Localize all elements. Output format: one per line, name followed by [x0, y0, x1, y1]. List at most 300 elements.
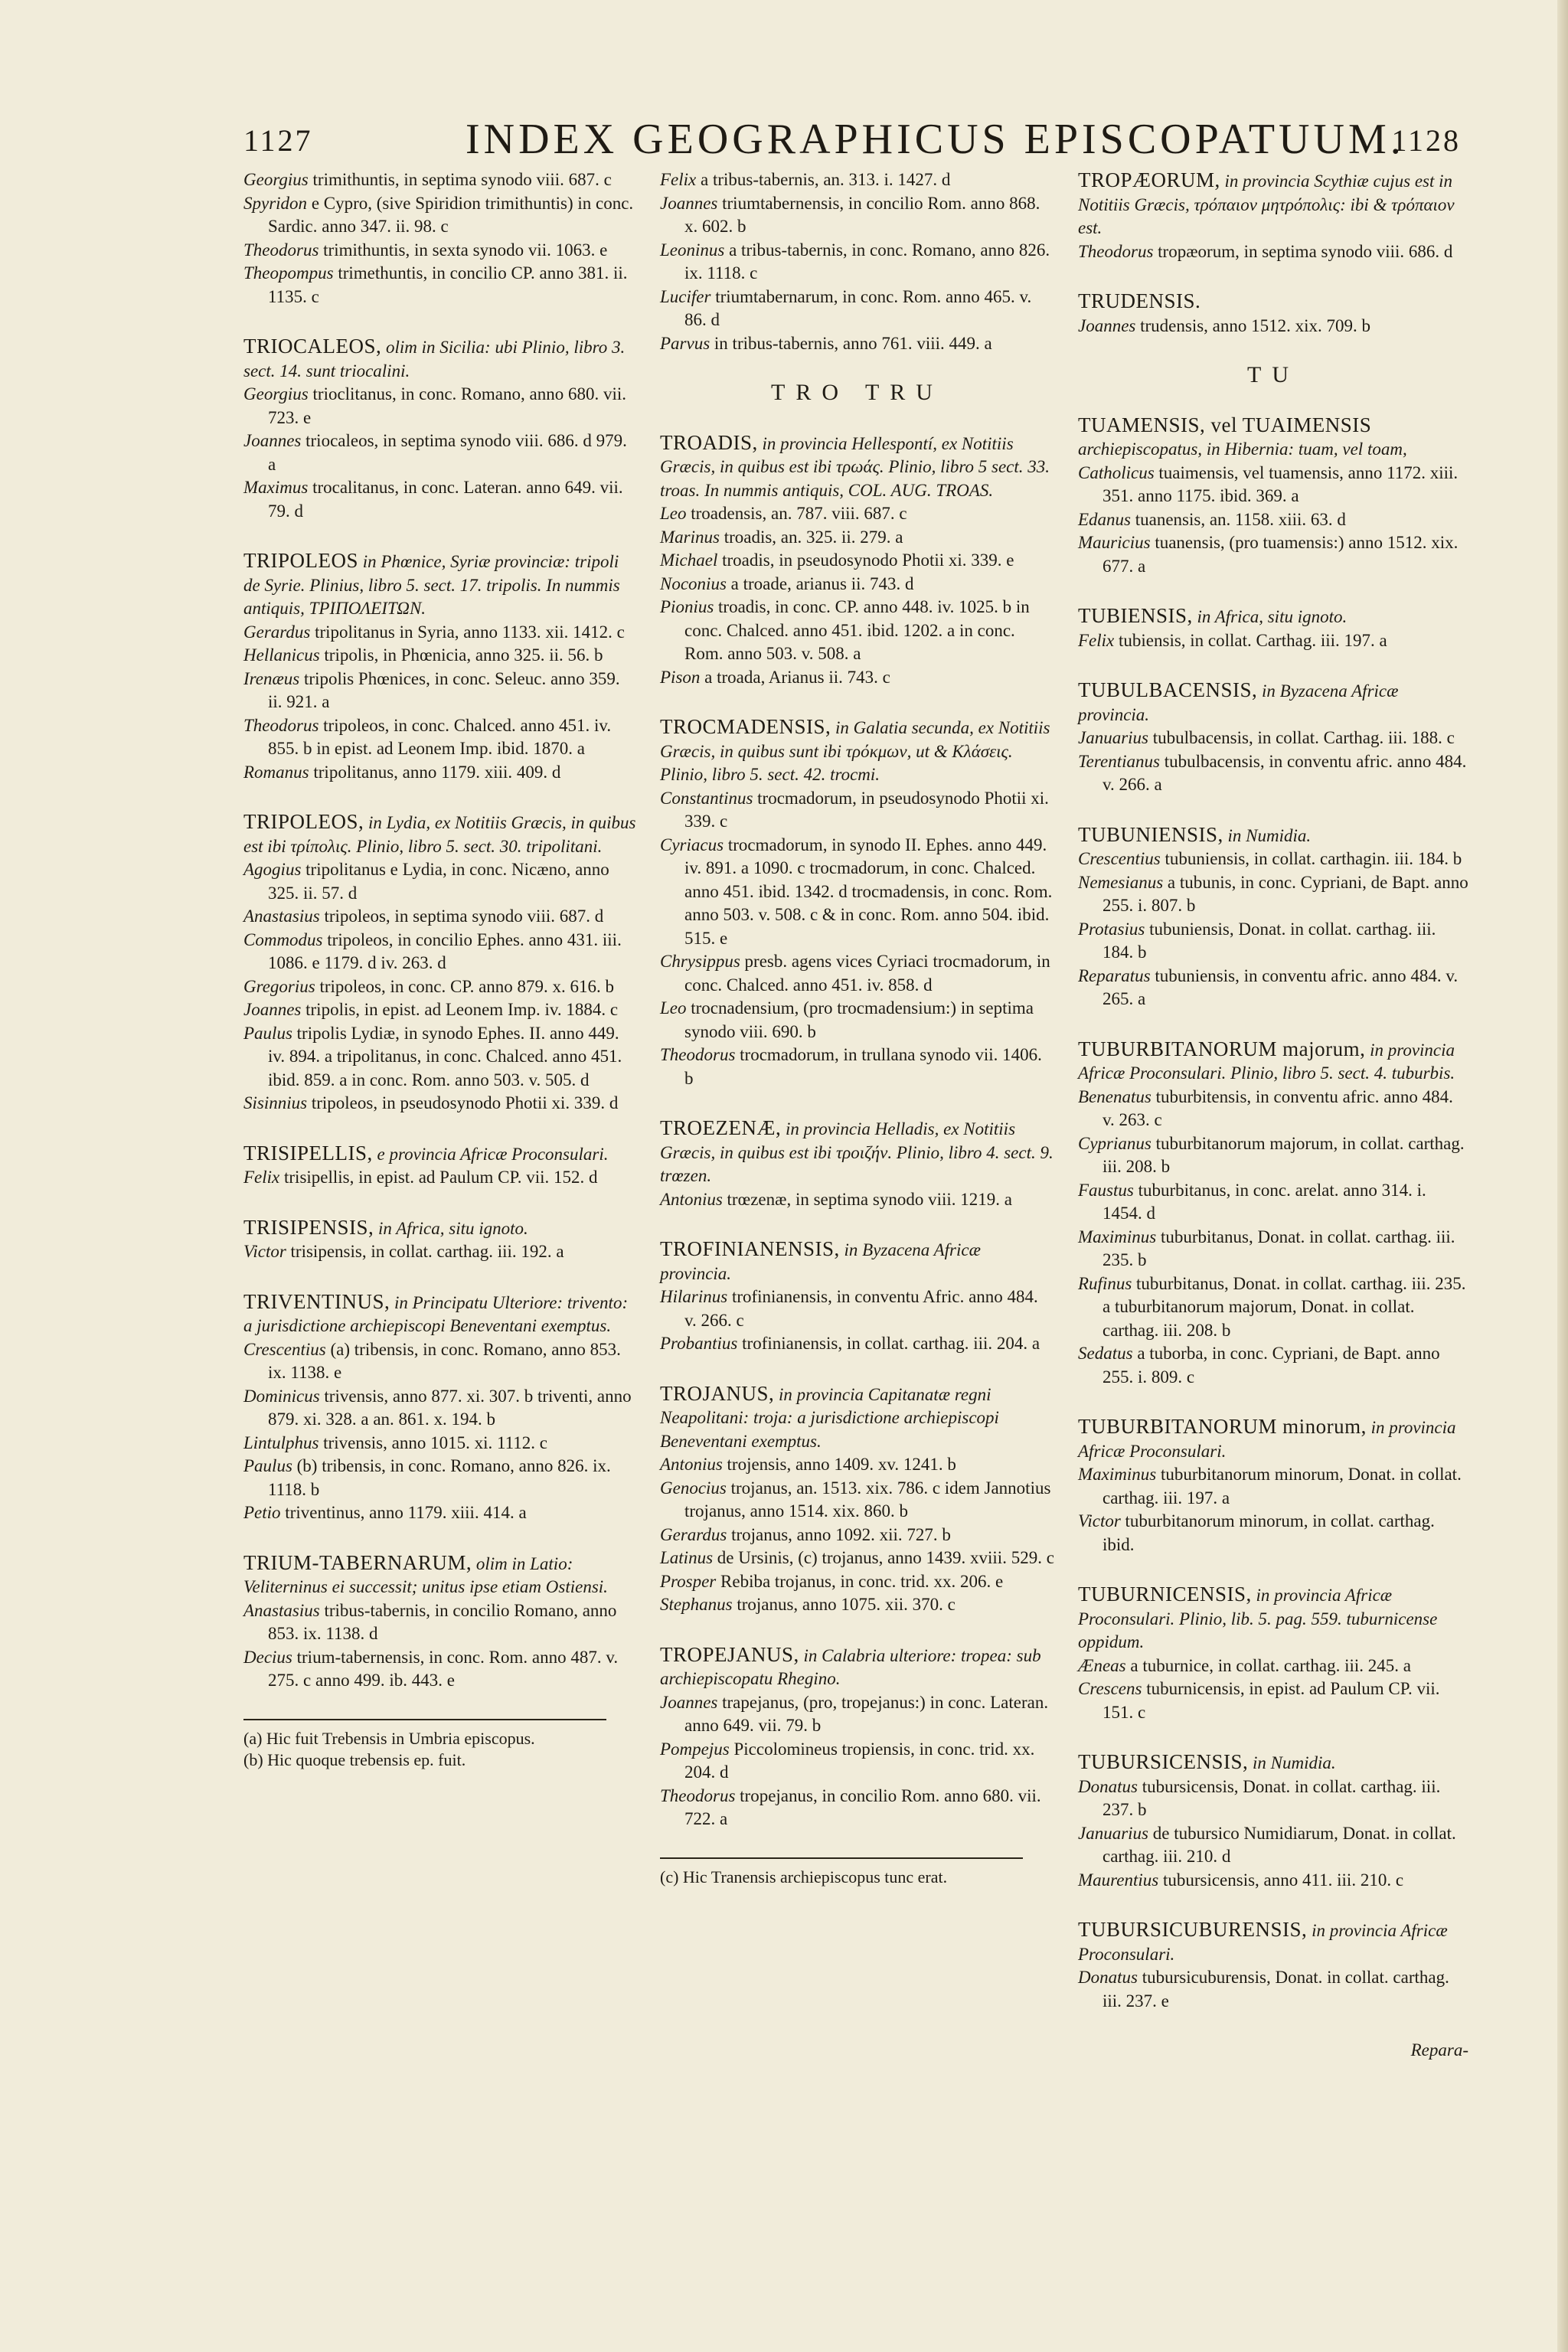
bishop-name: Antonius: [660, 1189, 723, 1209]
citation-text: tropæorum, in septima synodo viii. 686. d: [1158, 241, 1453, 261]
bishop-name: Gerardus: [660, 1524, 727, 1544]
index-entry: [1078, 1415, 1468, 1557]
bishop-name: Benenatus: [1078, 1086, 1152, 1106]
bishop-citation: [660, 1593, 1054, 1617]
entry-heading: [243, 335, 638, 383]
citation-text: tuanensis, an. 1158. xiii. 63. d: [1135, 509, 1346, 529]
bishop-citation: [660, 596, 1054, 666]
entry-description: in Africa, situ ignoto.: [378, 1218, 528, 1238]
bishop-citation: [1078, 508, 1468, 532]
catchword: Repara-: [1410, 2040, 1468, 2060]
entry-heading: [660, 431, 1054, 503]
index-entry: [1078, 604, 1468, 652]
bishop-name: Parvus: [660, 333, 710, 353]
bishop-citation: [1078, 965, 1468, 1011]
entry-description: in provincia Capitanatæ regni Neapolitani: troja: a jurisdictione archiepiscopi Beneventani exemptus.: [660, 1384, 999, 1451]
citation-text: trimithuntis, in sexta synodo vii. 1063. e: [323, 240, 608, 260]
entry-heading: [1078, 168, 1468, 240]
bishop-name: Crescentius: [243, 1339, 326, 1359]
bishop-name: Gregorius: [243, 976, 315, 996]
index-entry: [243, 810, 638, 1116]
bishop-citation: [660, 1691, 1054, 1738]
bishop-name: Spyridon: [243, 193, 308, 213]
entry-description: in Phœnice, Syriæ provinciæ: tripoli de Syrie. Plinius, libro 5. sect. 17. tripolis. In nummis antiquis, ΤΡΙΠΟΛΕΙΤΩΝ.: [243, 552, 620, 618]
citation-text: trocmadorum, in pseudosynodo Photii xi. 339. c: [684, 788, 1049, 831]
bishop-name: Joannes: [1078, 315, 1136, 335]
citation-text: trojensis, anno 1409. xv. 1241. b: [727, 1455, 956, 1474]
citation-text: trivensis, anno 1015. xi. 1112. c: [323, 1432, 547, 1452]
entry-headword: TUBURSICENSIS,: [1078, 1750, 1249, 1773]
entry-headword: TRIUM-TABERNARUM,: [243, 1550, 472, 1574]
bishop-name: Felix: [1078, 630, 1115, 650]
bishop-citation: [243, 1240, 638, 1264]
index-entry: [660, 1237, 1054, 1356]
citation-text: trisipensis, in collat. carthag. iii. 192. a: [290, 1242, 564, 1261]
entry-description: e provincia Africæ Proconsulari.: [377, 1144, 609, 1164]
bishop-name: Victor: [1078, 1511, 1121, 1530]
citation-text: trojanus, anno 1092. xii. 727. b: [731, 1524, 951, 1544]
entry-heading: [660, 1382, 1054, 1454]
citation-text: tripoleos, in septima synodo viii. 687. d: [324, 906, 604, 926]
bishop-citation: [243, 1338, 638, 1385]
bishop-name: Sisinnius: [243, 1093, 308, 1112]
citation-text: tuburbitanorum minorum, in collat. carthag. ibid.: [1102, 1511, 1435, 1554]
entry-heading: [1078, 604, 1468, 629]
bishop-name: Theodorus: [660, 1785, 736, 1805]
entry-description: in provincia Africæ Proconsulari. Plinio, libro 5. sect. 4. tuburbis.: [1078, 1040, 1455, 1083]
bishop-name: Joannes: [243, 1000, 302, 1019]
bishop-citation: [660, 950, 1054, 997]
citation-text: tubuniensis, Donat. in collat. carthag. iii. 184. b: [1102, 919, 1436, 962]
bishop-name: Theodorus: [243, 240, 319, 260]
entry-headword: TROJANUS,: [660, 1381, 775, 1405]
entry-heading: [1078, 823, 1468, 848]
bishop-citation: [1078, 727, 1468, 750]
citation-text: tubursicuburensis, Donat. in collat. carthag. iii. 237. e: [1102, 1968, 1449, 2011]
bishop-name: Paulus: [243, 1023, 292, 1043]
bishop-name: Donatus: [1078, 1776, 1138, 1796]
bishop-citation: [243, 905, 638, 929]
bishop-name: Joannes: [660, 193, 718, 213]
citation-text: tubuniensis, in collat. carthagin. iii. 184. b: [1165, 849, 1462, 868]
bishop-citation: [660, 502, 1054, 526]
entry-heading: [243, 1216, 638, 1241]
bishop-name: Theopompus: [243, 263, 334, 283]
citation-text: a tuburnice, in collat. carthag. iii. 245. a: [1130, 1655, 1411, 1675]
bishop-citation: [243, 1022, 638, 1093]
bishop-citation: [243, 476, 638, 523]
bishop-name: Hellanicus: [243, 645, 320, 665]
bishop-citation: [243, 1455, 638, 1501]
bishop-citation: [1078, 1226, 1468, 1272]
footnote-rule: [243, 1719, 606, 1720]
entry-heading: [1078, 1415, 1468, 1463]
bishop-citation: [660, 666, 1054, 690]
entry-description: in Calabria ulteriore: tropea: sub archiepiscopatu Rhegino.: [660, 1645, 1041, 1688]
bishop-citation: [1078, 1822, 1468, 1869]
bishop-name: Latinus: [660, 1548, 714, 1567]
bishop-name: Lintulphus: [243, 1432, 319, 1452]
bishop-citation: [243, 1166, 638, 1190]
citation-text: Piccolomineus tropiensis, in conc. trid. xx. 204. d: [684, 1739, 1035, 1782]
bishop-citation: [1078, 1869, 1468, 1893]
citation-text: trofinianensis, in collat. carthag. iii. 204. a: [742, 1334, 1040, 1353]
bishop-name: Gerardus: [243, 622, 311, 642]
entry-headword: TROCMADENSIS,: [660, 715, 831, 738]
citation-text: troadis, in pseudosynodo Photii xi. 339. e: [722, 550, 1014, 570]
bishop-citation: [243, 192, 638, 239]
bishop-citation: [243, 998, 638, 1022]
bishop-citation: [1078, 462, 1468, 508]
entry-description: in Byzacena Africæ provincia.: [660, 1240, 981, 1283]
bishop-name: Maurentius: [1078, 1870, 1159, 1890]
bishop-citation: [1078, 315, 1468, 338]
citation-text: de tubursico Numidiarum, Donat. in collat. carthag. iii. 210. d: [1102, 1823, 1456, 1866]
bishop-name: Genocius: [660, 1478, 727, 1498]
entry-headword: TRIPOLEOS,: [243, 810, 364, 833]
page-edge: [1557, 0, 1568, 2352]
citation-text: (b) tribensis, in conc. Romano, anno 826. ix. 1118. b: [268, 1456, 611, 1499]
entry-heading: [660, 1116, 1054, 1188]
bishop-citation: [243, 1385, 638, 1432]
citation-text: a troade, arianus ii. 743. d: [730, 573, 914, 593]
bishop-citation: [243, 168, 638, 192]
bishop-name: Rufinus: [1078, 1273, 1132, 1293]
bishop-name: Nemesianus: [1078, 872, 1164, 892]
entry-headword: TUBURBITANORUM majorum,: [1078, 1037, 1366, 1060]
index-entry: [660, 1382, 1054, 1617]
entry-headword: TUBULBACENSIS,: [1078, 678, 1258, 701]
citation-text: tuanensis, (pro tuamensis:) anno 1512. xix. 677. a: [1102, 533, 1459, 576]
bishop-citation: [660, 168, 1054, 192]
citation-text: troadensis, an. 787. viii. 687. c: [691, 504, 907, 523]
section-divider: TRO TRU: [771, 380, 943, 405]
entry-heading: [660, 715, 1054, 787]
bishop-citation: [660, 787, 1054, 834]
entry-heading: [243, 810, 638, 858]
bishop-name: Theodorus: [243, 715, 319, 735]
citation-text: trofinianensis, in conventu Afric. anno 484. v. 266. c: [684, 1287, 1038, 1330]
bishop-citation: [1078, 1463, 1468, 1510]
citation-text: tubulbacensis, in conventu afric. anno 484. v. 266. a: [1102, 751, 1467, 794]
bishop-name: Joannes: [660, 1692, 718, 1712]
entry-headword: TRIVENTINUS,: [243, 1289, 390, 1313]
bishop-name: Crescens: [1078, 1679, 1142, 1698]
entry-headword: TUBURSICUBURENSIS,: [1078, 1918, 1308, 1941]
bishop-citation: [1078, 750, 1468, 797]
entry-heading: [1078, 1037, 1468, 1086]
entry-description: in provincia Africæ Proconsulari.: [1078, 1418, 1456, 1461]
index-entry: [660, 168, 1054, 355]
bishop-name: Chrysippus: [660, 952, 740, 971]
entry-description: in provincia Africæ Proconsulari. Plinio, lib. 5. pag. 559. tuburnicense oppidum.: [1078, 1586, 1438, 1651]
entry-headword: TROPÆORUM,: [1078, 168, 1220, 191]
entry-heading: [1078, 289, 1468, 315]
citation-text: a tuborba, in conc. Cypriani, de Bapt. anno 255. i. 809. c: [1102, 1344, 1440, 1387]
entry-heading: [243, 549, 638, 621]
entry-headword: TRIOCALEOS,: [243, 335, 382, 358]
footnote: (c) Hic Tranensis archiepiscopus tunc erat.: [660, 1867, 948, 1886]
index-entry: [1078, 1750, 1468, 1892]
left-page-number: 1127: [243, 123, 313, 158]
citation-text: e Cypro, (sive Spiridion trimithuntis) in conc. Sardic. anno 347. ii. 98. c: [268, 193, 634, 236]
footnote: (b) Hic quoque trebensis ep. fuit.: [243, 1749, 466, 1769]
bishop-citation: [660, 239, 1054, 286]
entry-description: olim in Latio: Veliterninus ei successit; unitus ipse etiam Ostiensi.: [243, 1553, 608, 1596]
entry-headword: TUBIENSIS,: [1078, 604, 1193, 627]
citation-text: tripolis Lydiæ, in synodo Ephes. II. anno 449. iv. 894. a tripolitanus, in conc. Chalced. anno 451. ibid. 859. a in conc. Rom. anno 503. v. 505. d: [268, 1023, 622, 1089]
entry-description: in Principatu Ulteriore: trivento: a jurisdictione archiepiscopi Beneventani exemptus.: [243, 1292, 629, 1335]
index-entry: [660, 431, 1054, 690]
citation-text: trivensis, anno 877. xi. 307. b triventi, anno 879. xi. 328. a an. 861. x. 194. b: [268, 1386, 632, 1429]
index-entry: [243, 549, 638, 784]
bishop-citation: [660, 1188, 1054, 1212]
bishop-citation: [1078, 1966, 1468, 2013]
citation-text: tuburbitanorum majorum, in collat. carthag. iii. 208. b: [1102, 1133, 1465, 1176]
entry-headword: TROADIS,: [660, 430, 758, 454]
index-entry: [1078, 413, 1468, 579]
bishop-name: Noconius: [660, 573, 727, 593]
citation-text: trocmadorum, in synodo II. Ephes. anno 449. iv. 891. a 1090. c trocmadorum, in conc. Chalced. anno 451. ibid. 1342. d trocmadensis, in conc. Rom. anno 503. v. 508. c & in conc. Rom. anno 504. ibid. 515. e: [684, 835, 1053, 948]
entry-description: in Galatia secunda, ex Notitiis Græcis, in quibus sunt ibi τρόκμων, ut & Κλάσεις. Plinio, libro 5. sect. 42. trocmi.: [660, 718, 1050, 784]
section-divider: TU: [1247, 362, 1299, 387]
citation-text: in tribus-tabernis, anno 761. viii. 449. a: [714, 333, 992, 353]
bishop-name: Georgius: [243, 384, 309, 403]
bishop-citation: [1078, 240, 1468, 264]
bishop-name: Leoninus: [660, 240, 725, 260]
entry-heading: [1078, 1583, 1468, 1655]
citation-text: trium-tabernensis, in conc. Rom. anno 487. v. 275. c anno 499. ib. 443. e: [268, 1647, 619, 1690]
bishop-name: Felix: [243, 1168, 280, 1187]
bishop-citation: [243, 929, 638, 975]
citation-text: triumtabernarum, in conc. Rom. anno 465. v. 86. d: [684, 286, 1032, 329]
bishop-name: Victor: [243, 1242, 286, 1261]
index-entry: [1078, 823, 1468, 1011]
citation-text: a troada, Arianus ii. 743. c: [704, 667, 890, 687]
citation-text: de Ursinis, (c) trojanus, anno 1439. xviii. 529. c: [717, 1548, 1054, 1567]
bishop-citation: [660, 1477, 1054, 1524]
bishop-name: Catholicus: [1078, 462, 1155, 482]
bishop-citation: [1078, 531, 1468, 578]
bishop-name: Maximinus: [1078, 1465, 1157, 1484]
citation-text: tripolitanus in Syria, anno 1133. xii. 1412. c: [315, 622, 625, 642]
entry-description: in Numidia.: [1253, 1753, 1336, 1772]
bishop-name: Cyprianus: [1078, 1133, 1152, 1153]
bishop-citation: [243, 1432, 638, 1455]
bishop-citation: [1078, 1132, 1468, 1179]
index-entry: [1078, 1037, 1468, 1390]
bishop-citation: [243, 1599, 638, 1646]
page-title: INDEX GEOGRAPHICUS EPISCOPATUUM.: [466, 116, 1405, 163]
index-entry: [660, 1643, 1054, 1831]
citation-text: tripolitanus, anno 1179. xiii. 409. d: [313, 762, 561, 782]
bishop-citation: [243, 668, 638, 714]
entry-heading: [1078, 678, 1468, 727]
bishop-citation: [243, 1092, 638, 1116]
entry-headword: TUBUNIENSIS,: [1078, 822, 1223, 846]
bishop-citation: [1078, 1510, 1468, 1557]
bishop-name: Januarius: [1078, 728, 1148, 747]
bishop-citation: [660, 192, 1054, 239]
bishop-citation: [243, 262, 638, 309]
bishop-citation: [243, 714, 638, 761]
bishop-name: Probantius: [660, 1334, 738, 1353]
entry-description: archiepiscopatus, in Hibernia: tuam, vel toam,: [1078, 439, 1407, 459]
index-entry: [243, 1551, 638, 1693]
bishop-name: Decius: [243, 1647, 292, 1667]
bishop-name: Reparatus: [1078, 965, 1151, 985]
citation-text: tuburbitensis, in conventu afric. anno 484. v. 263. c: [1102, 1086, 1453, 1129]
page-header: [243, 115, 1461, 176]
citation-text: tripoleos, in conc. Chalced. anno 451. iv. 855. b in epist. ad Leonem Imp. ibid. 1870. a: [268, 715, 612, 758]
citation-text: troadis, an. 325. ii. 279. a: [724, 527, 903, 547]
entry-heading: [660, 1237, 1054, 1285]
bishop-citation: [243, 975, 638, 999]
citation-text: trioclitanus, in conc. Romano, anno 680. vii. 723. e: [268, 384, 626, 427]
bishop-citation: [660, 1738, 1054, 1785]
citation-text: trimethuntis, in concilio CP. anno 381. ii. 1135. c: [268, 263, 628, 306]
citation-text: trimithuntis, in septima synodo viii. 687. c: [312, 170, 612, 189]
bishop-citation: [1078, 871, 1468, 918]
bishop-name: Marinus: [660, 527, 720, 547]
bishop-name: Protasius: [1078, 919, 1145, 939]
entry-heading: [243, 1551, 638, 1599]
bishop-name: Faustus: [1078, 1180, 1134, 1200]
bishop-citation: [660, 834, 1054, 951]
bishop-citation: [243, 1501, 638, 1525]
bishop-name: Lucifer: [660, 286, 711, 306]
entry-heading: [660, 1643, 1054, 1691]
column-3: [1078, 168, 1468, 2063]
bishop-citation: [660, 1332, 1054, 1356]
citation-text: trocnadensium, (pro trocmadensium:) in septima synodo viii. 690. b: [684, 998, 1034, 1041]
citation-text: tuaimensis, vel tuamensis, anno 1172. xiii. 351. anno 1175. ibid. 369. a: [1102, 462, 1459, 505]
entry-description: in provincia Hellespontí, ex Notitiis Græcis, in quibus est ibi τρωάς. Plinio, libro 5 sect. 33. troas. In nummis antiquis, COL. AUG. TROAS.: [660, 433, 1050, 500]
bishop-name: Leo: [660, 504, 687, 523]
bishop-name: Joannes: [243, 431, 302, 450]
entry-headword: TUAMENSIS, vel TUAIMENSIS: [1078, 413, 1372, 436]
citation-text: tripolis, in Phœnicia, anno 325. ii. 56. b: [324, 645, 603, 665]
entry-headword: TROFINIANENSIS,: [660, 1237, 840, 1260]
entry-headword: TUBURBITANORUM minorum,: [1078, 1415, 1367, 1438]
bishop-name: Æneas: [1078, 1655, 1126, 1675]
citation-text: tubursicensis, anno 411. iii. 210. c: [1162, 1870, 1404, 1890]
bishop-name: Antonius: [660, 1455, 723, 1474]
citation-text: a tribus-tabernis, in conc. Romano, anno 826. ix. 1118. c: [684, 240, 1050, 283]
citation-text: trapejanus, (pro, tropejanus:) in conc. Lateran. anno 649. vii. 79. b: [684, 1692, 1049, 1735]
bishop-name: Januarius: [1078, 1823, 1148, 1843]
citation-text: tropejanus, in concilio Rom. anno 680. vii. 722. a: [684, 1785, 1041, 1828]
entry-description: olim in Sicilia: ubi Plinio, libro 3. sect. 14. sunt triocalini.: [243, 338, 626, 381]
bishop-citation: [660, 1044, 1054, 1090]
bishop-name: Theodorus: [1078, 241, 1154, 261]
citation-text: trudensis, anno 1512. xix. 709. b: [1140, 315, 1371, 335]
entry-headword: TROPEJANUS,: [660, 1642, 799, 1666]
bishop-citation: [243, 761, 638, 785]
entry-headword: TRUDENSIS.: [1078, 289, 1201, 312]
bishop-citation: [243, 239, 638, 263]
bishop-citation: [660, 1524, 1054, 1547]
citation-text: triocaleos, in septima synodo viii. 686. d 979. a: [268, 431, 627, 474]
bishop-citation: [243, 1646, 638, 1693]
bishop-citation: [1078, 1342, 1468, 1389]
citation-text: a tribus-tabernis, an. 313. i. 1427. d: [701, 170, 951, 189]
bishop-citation: [1078, 1086, 1468, 1132]
bishop-name: Maximinus: [1078, 1227, 1157, 1246]
bishop-name: Hilarinus: [660, 1287, 728, 1306]
bishop-citation: [243, 858, 638, 905]
bishop-citation: [660, 1547, 1054, 1570]
bishop-citation: [243, 644, 638, 668]
entry-headword: TRISIPELLIS,: [243, 1141, 373, 1165]
entry-heading: [243, 1142, 638, 1167]
citation-text: tripoleos, in pseudosynodo Photii xi. 339. d: [311, 1093, 619, 1112]
bishop-name: Mauricius: [1078, 533, 1151, 552]
footnote: (a) Hic fuit Trebensis in Umbria episcopus.: [243, 1728, 535, 1748]
citation-text: tuburbitanus, Donat. in collat. carthag. iii. 235. b: [1102, 1227, 1455, 1269]
right-page-number: 1128: [1391, 123, 1461, 158]
bishop-citation: [243, 621, 638, 645]
index-entry: [1078, 678, 1468, 797]
citation-text: tripolis Phœnices, in conc. Seleuc. anno 359. ii. 921. a: [268, 668, 620, 711]
citation-text: trojanus, anno 1075. xii. 370. c: [737, 1595, 956, 1614]
citation-text: tribus-tabernis, in concilio Romano, anno 853. ix. 1138. d: [268, 1600, 617, 1643]
index-entry: [1078, 1918, 1468, 2013]
citation-text: trojanus, an. 1513. xix. 786. c idem Jannotius trojanus, anno 1514. xix. 860. b: [684, 1478, 1051, 1521]
citation-text: tuburbitanus, Donat. in collat. carthag. iii. 235. a tuburbitanorum majorum, Donat. in collat. carthag. iii. 208. b: [1102, 1273, 1466, 1340]
bishop-citation: [660, 332, 1054, 356]
bishop-name: Stephanus: [660, 1595, 733, 1614]
citation-text: tubulbacensis, in collat. Carthag. iii. 188. c: [1152, 728, 1455, 747]
index-entry: [1078, 289, 1468, 338]
citation-text: (a) tribensis, in conc. Romano, anno 853. ix. 1138. e: [268, 1339, 621, 1382]
bishop-citation: [660, 1285, 1054, 1332]
citation-text: Rebiba trojanus, in conc. trid. xx. 206. e: [720, 1571, 1004, 1591]
footnote-rule: [660, 1857, 1023, 1859]
index-entry: [660, 1116, 1054, 1211]
citation-text: trisipellis, in epist. ad Paulum CP. vii. 152. d: [284, 1168, 598, 1187]
bishop-name: Pompejus: [660, 1739, 730, 1759]
bishop-name: Pison: [660, 667, 701, 687]
bishop-citation: [1078, 1775, 1468, 1822]
index-entry: [243, 335, 638, 523]
bishop-citation: [1078, 1655, 1468, 1678]
bishop-citation: [660, 286, 1054, 332]
citation-text: troadis, in conc. CP. anno 448. iv. 1025. b in conc. Chalced. anno 451. ibid. 1202. a in conc. Rom. anno 503. v. 508. a: [684, 597, 1030, 663]
entry-description: in Africa, situ ignoto.: [1197, 607, 1348, 626]
bishop-name: Pionius: [660, 597, 714, 616]
citation-text: tubuniensis, in conventu afric. anno 484. v. 265. a: [1102, 965, 1459, 1008]
bishop-name: Michael: [660, 550, 718, 570]
entry-headword: TRIPOLEOS: [243, 549, 359, 572]
citation-text: trocalitanus, in conc. Lateran. anno 649. vii. 79. d: [268, 478, 623, 521]
citation-text: tuburbitanus, in conc. arelat. anno 314. i. 1454. d: [1102, 1180, 1426, 1223]
citation-text: tuburnicensis, in epist. ad Paulum CP. vii. 151. c: [1102, 1679, 1440, 1722]
citation-text: trœzenæ, in septima synodo viii. 1219. a: [727, 1189, 1012, 1209]
citation-text: trocmadorum, in trullana synodo vii. 1406. b: [684, 1045, 1042, 1088]
bishop-name: Commodus: [243, 929, 323, 949]
bishop-name: Leo: [660, 998, 687, 1018]
bishop-citation: [1078, 848, 1468, 871]
entry-description: in Byzacena Africæ provincia.: [1078, 681, 1399, 724]
index-entry: [1078, 168, 1468, 263]
bishop-citation: [660, 1785, 1054, 1831]
citation-text: tripoleos, in conc. CP. anno 879. x. 616. b: [319, 976, 615, 996]
entry-description: in provincia Helladis, ex Notitiis Græcis, in quibus est ibi τροιζήν. Plinio, libro 4. sect. 9. trœzen.: [660, 1119, 1054, 1185]
index-entry: [243, 1216, 638, 1264]
citation-text: a tubunis, in conc. Cypriani, de Bapt. anno 255. i. 807. b: [1102, 872, 1468, 915]
bishop-name: Paulus: [243, 1456, 292, 1475]
